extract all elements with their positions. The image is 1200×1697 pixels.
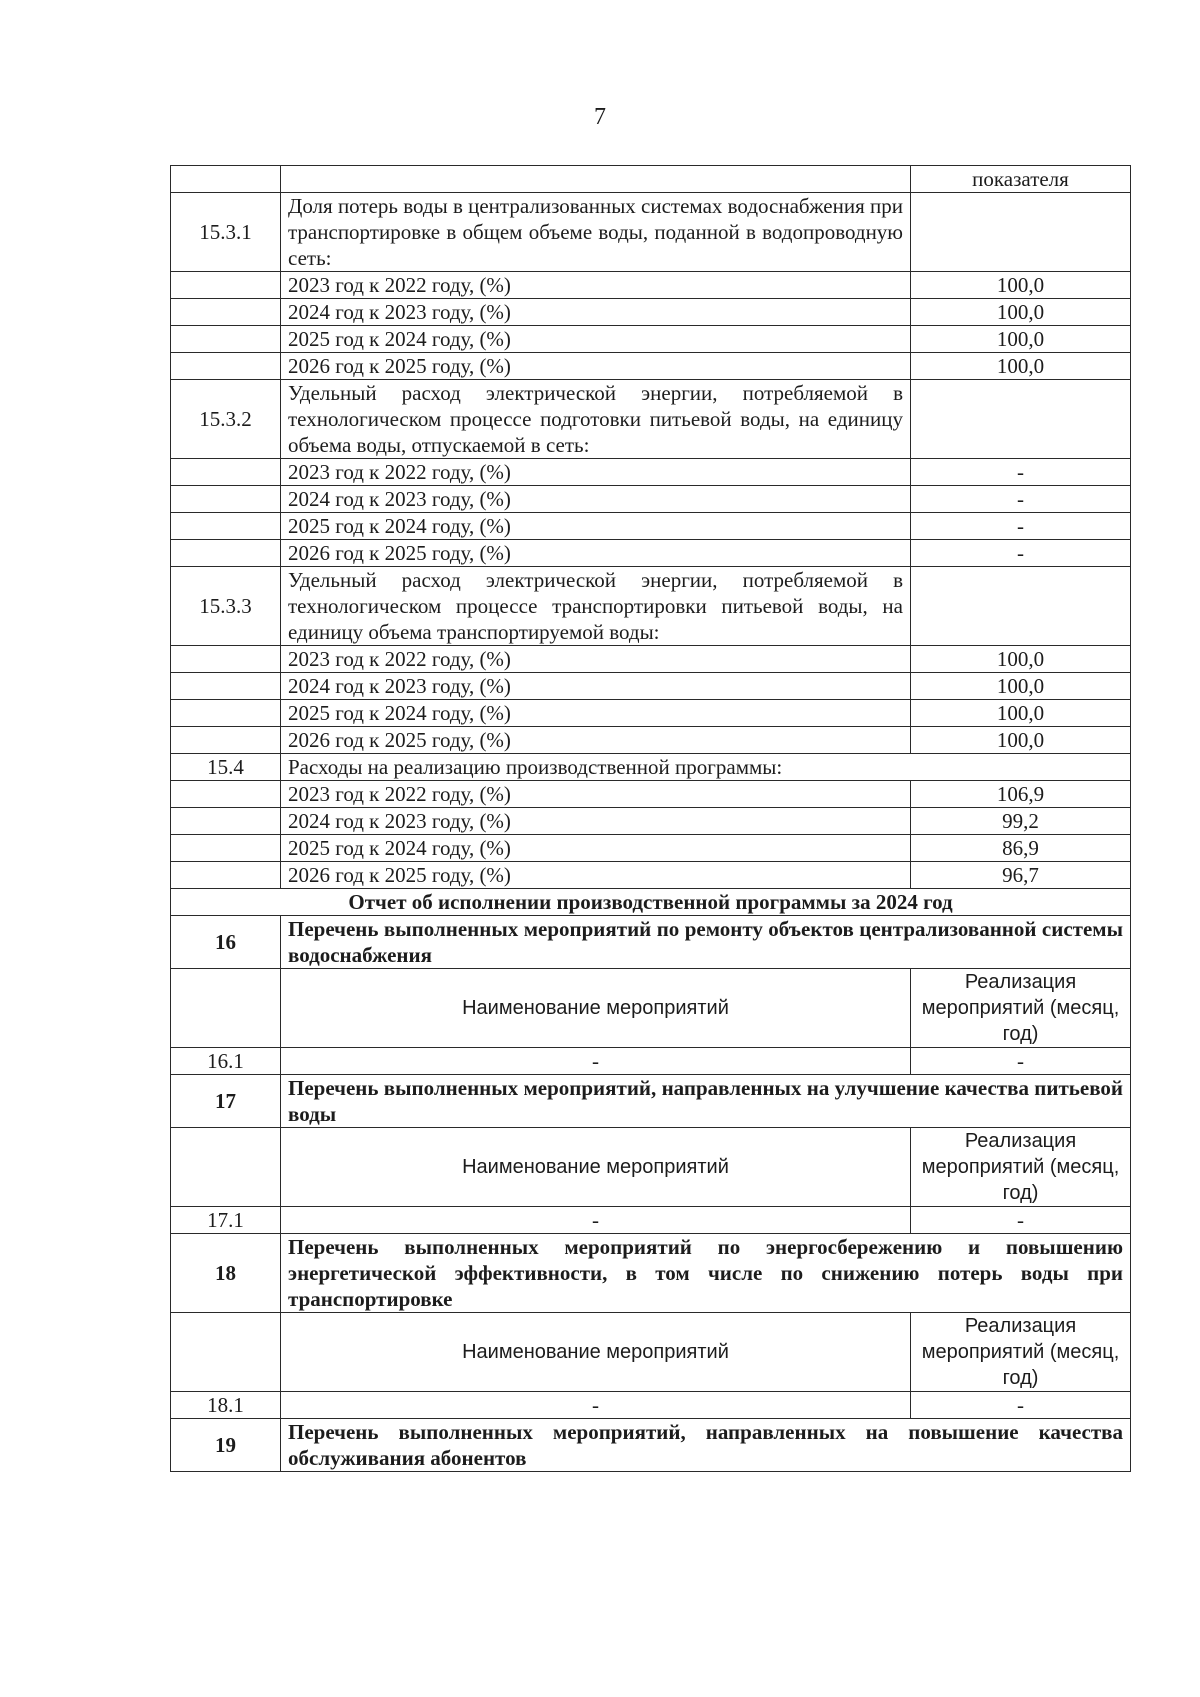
row-value: 100,0 <box>911 272 1131 299</box>
indicator-title: Удельный расход электрической энергии, потребляемой в технологическом процессе транспортировки питьевой воды, на единицу объема транспортируемой воды: <box>281 567 911 646</box>
table-row <box>171 513 1131 540</box>
item-implementation: - <box>911 1392 1131 1419</box>
row-value: - <box>911 486 1131 513</box>
section-title: Перечень выполненных мероприятий, направленных на улучшение качества питьевой воды <box>281 1075 1131 1128</box>
item-number: 17.1 <box>171 1207 281 1234</box>
section-columns-row <box>171 969 1131 1048</box>
table-row <box>171 486 1131 513</box>
row-label: 2025 год к 2024 году, (%) <box>281 513 911 540</box>
page-number: 7 <box>594 104 606 130</box>
row-num-empty <box>171 646 281 673</box>
table-row <box>171 646 1131 673</box>
row-num-empty <box>171 540 281 567</box>
row-label: 2026 год к 2025 году, (%) <box>281 353 911 380</box>
expenses-title-row <box>171 754 1131 781</box>
row-num-empty <box>171 299 281 326</box>
table-row <box>171 1392 1131 1419</box>
row-num-empty <box>171 781 281 808</box>
row-value: 96,7 <box>911 862 1131 889</box>
row-value: 86,9 <box>911 835 1131 862</box>
table-row <box>171 1048 1131 1075</box>
header-name-cell <box>281 166 911 193</box>
row-num-empty <box>171 459 281 486</box>
column-header-name: Наименование мероприятий <box>281 1128 911 1207</box>
row-label: 2026 год к 2025 году, (%) <box>281 862 911 889</box>
row-num-empty <box>171 353 281 380</box>
table-row <box>171 540 1131 567</box>
table-row <box>171 808 1131 835</box>
header-num-cell <box>171 166 281 193</box>
table-row <box>171 459 1131 486</box>
section-title: Перечень выполненных мероприятий по ремонту объектов централизованной системы водоснабжения <box>281 916 1131 969</box>
report-title-row <box>171 889 1131 916</box>
row-num-empty <box>171 272 281 299</box>
row-value: 100,0 <box>911 326 1131 353</box>
item-name: - <box>281 1207 911 1234</box>
indicator-value-empty <box>911 193 1131 272</box>
section-title-row <box>171 1234 1131 1313</box>
column-header-implementation: Реализация мероприятий (месяц, год) <box>911 1128 1131 1207</box>
item-number: 18.1 <box>171 1392 281 1419</box>
expenses-title: Расходы на реализацию производственной программы: <box>281 754 1131 781</box>
row-value: - <box>911 459 1131 486</box>
row-label: 2023 год к 2022 году, (%) <box>281 272 911 299</box>
section-title: Перечень выполненных мероприятий, направленных на повышение качества обслуживания абонентов <box>281 1419 1131 1472</box>
row-value: - <box>911 540 1131 567</box>
row-num-empty <box>171 808 281 835</box>
row-label: 2025 год к 2024 году, (%) <box>281 326 911 353</box>
section-col-num-empty <box>171 1128 281 1207</box>
row-value: 99,2 <box>911 808 1131 835</box>
row-value: 100,0 <box>911 673 1131 700</box>
section-number: 19 <box>171 1419 281 1472</box>
row-num-empty <box>171 862 281 889</box>
table-row <box>171 673 1131 700</box>
section-title-row <box>171 916 1131 969</box>
section-col-num-empty <box>171 969 281 1048</box>
item-number: 16.1 <box>171 1048 281 1075</box>
column-header-implementation: Реализация мероприятий (месяц, год) <box>911 969 1131 1048</box>
row-value: 106,9 <box>911 781 1131 808</box>
section-number: 16 <box>171 916 281 969</box>
row-num-empty <box>171 673 281 700</box>
column-header-name: Наименование мероприятий <box>281 1313 911 1392</box>
indicator-group-title-row <box>171 380 1131 459</box>
table-header-row <box>171 166 1131 193</box>
row-label: 2023 год к 2022 году, (%) <box>281 646 911 673</box>
row-value: 100,0 <box>911 353 1131 380</box>
table-row <box>171 326 1131 353</box>
indicators-table <box>170 165 1131 1472</box>
section-title-row <box>171 1419 1131 1472</box>
row-num-empty <box>171 727 281 754</box>
item-name: - <box>281 1048 911 1075</box>
indicator-title: Доля потерь воды в централизованных системах водоснабжения при транспортировке в общем объеме воды, поданной в водопроводную сеть: <box>281 193 911 272</box>
table-row <box>171 1207 1131 1234</box>
row-label: 2024 год к 2023 году, (%) <box>281 299 911 326</box>
section-columns-row <box>171 1128 1131 1207</box>
report-title: Отчет об исполнении производственной программы за 2024 год <box>171 889 1131 916</box>
indicator-number: 15.3.3 <box>171 567 281 646</box>
row-label: 2024 год к 2023 году, (%) <box>281 486 911 513</box>
indicator-group-title-row <box>171 193 1131 272</box>
table-row <box>171 862 1131 889</box>
indicator-number: 15.3.2 <box>171 380 281 459</box>
row-label: 2023 год к 2022 году, (%) <box>281 781 911 808</box>
row-label: 2026 год к 2025 году, (%) <box>281 540 911 567</box>
row-num-empty <box>171 486 281 513</box>
expenses-number: 15.4 <box>171 754 281 781</box>
row-value: 100,0 <box>911 646 1131 673</box>
section-col-num-empty <box>171 1313 281 1392</box>
header-value-cell: показателя <box>911 166 1131 193</box>
row-label: 2026 год к 2025 году, (%) <box>281 727 911 754</box>
row-num-empty <box>171 513 281 540</box>
table-row <box>171 835 1131 862</box>
table-row <box>171 700 1131 727</box>
row-num-empty <box>171 835 281 862</box>
row-value: 100,0 <box>911 700 1131 727</box>
section-columns-row <box>171 1313 1131 1392</box>
table-row <box>171 272 1131 299</box>
column-header-implementation: Реализация мероприятий (месяц, год) <box>911 1313 1131 1392</box>
row-label: 2024 год к 2023 году, (%) <box>281 808 911 835</box>
table-row <box>171 299 1131 326</box>
row-label: 2025 год к 2024 году, (%) <box>281 835 911 862</box>
table-row <box>171 353 1131 380</box>
row-value: - <box>911 513 1131 540</box>
section-title-row <box>171 1075 1131 1128</box>
indicator-value-empty <box>911 567 1131 646</box>
table-row <box>171 781 1131 808</box>
row-num-empty <box>171 700 281 727</box>
item-implementation: - <box>911 1048 1131 1075</box>
indicator-title: Удельный расход электрической энергии, потребляемой в технологическом процессе подготовки питьевой воды, на единицу объема воды, отпускаемой в сеть: <box>281 380 911 459</box>
indicator-value-empty <box>911 380 1131 459</box>
indicator-group-title-row <box>171 567 1131 646</box>
row-label: 2025 год к 2024 году, (%) <box>281 700 911 727</box>
row-num-empty <box>171 326 281 353</box>
item-implementation: - <box>911 1207 1131 1234</box>
table-row <box>171 727 1131 754</box>
section-number: 17 <box>171 1075 281 1128</box>
section-number: 18 <box>171 1234 281 1313</box>
indicator-number: 15.3.1 <box>171 193 281 272</box>
item-name: - <box>281 1392 911 1419</box>
section-title: Перечень выполненных мероприятий по энергосбережению и повышению энергетической эффективности, в том числе по снижению потерь воды при транспортировке <box>281 1234 1131 1313</box>
row-value: 100,0 <box>911 727 1131 754</box>
row-label: 2023 год к 2022 году, (%) <box>281 459 911 486</box>
row-label: 2024 год к 2023 году, (%) <box>281 673 911 700</box>
row-value: 100,0 <box>911 299 1131 326</box>
column-header-name: Наименование мероприятий <box>281 969 911 1048</box>
